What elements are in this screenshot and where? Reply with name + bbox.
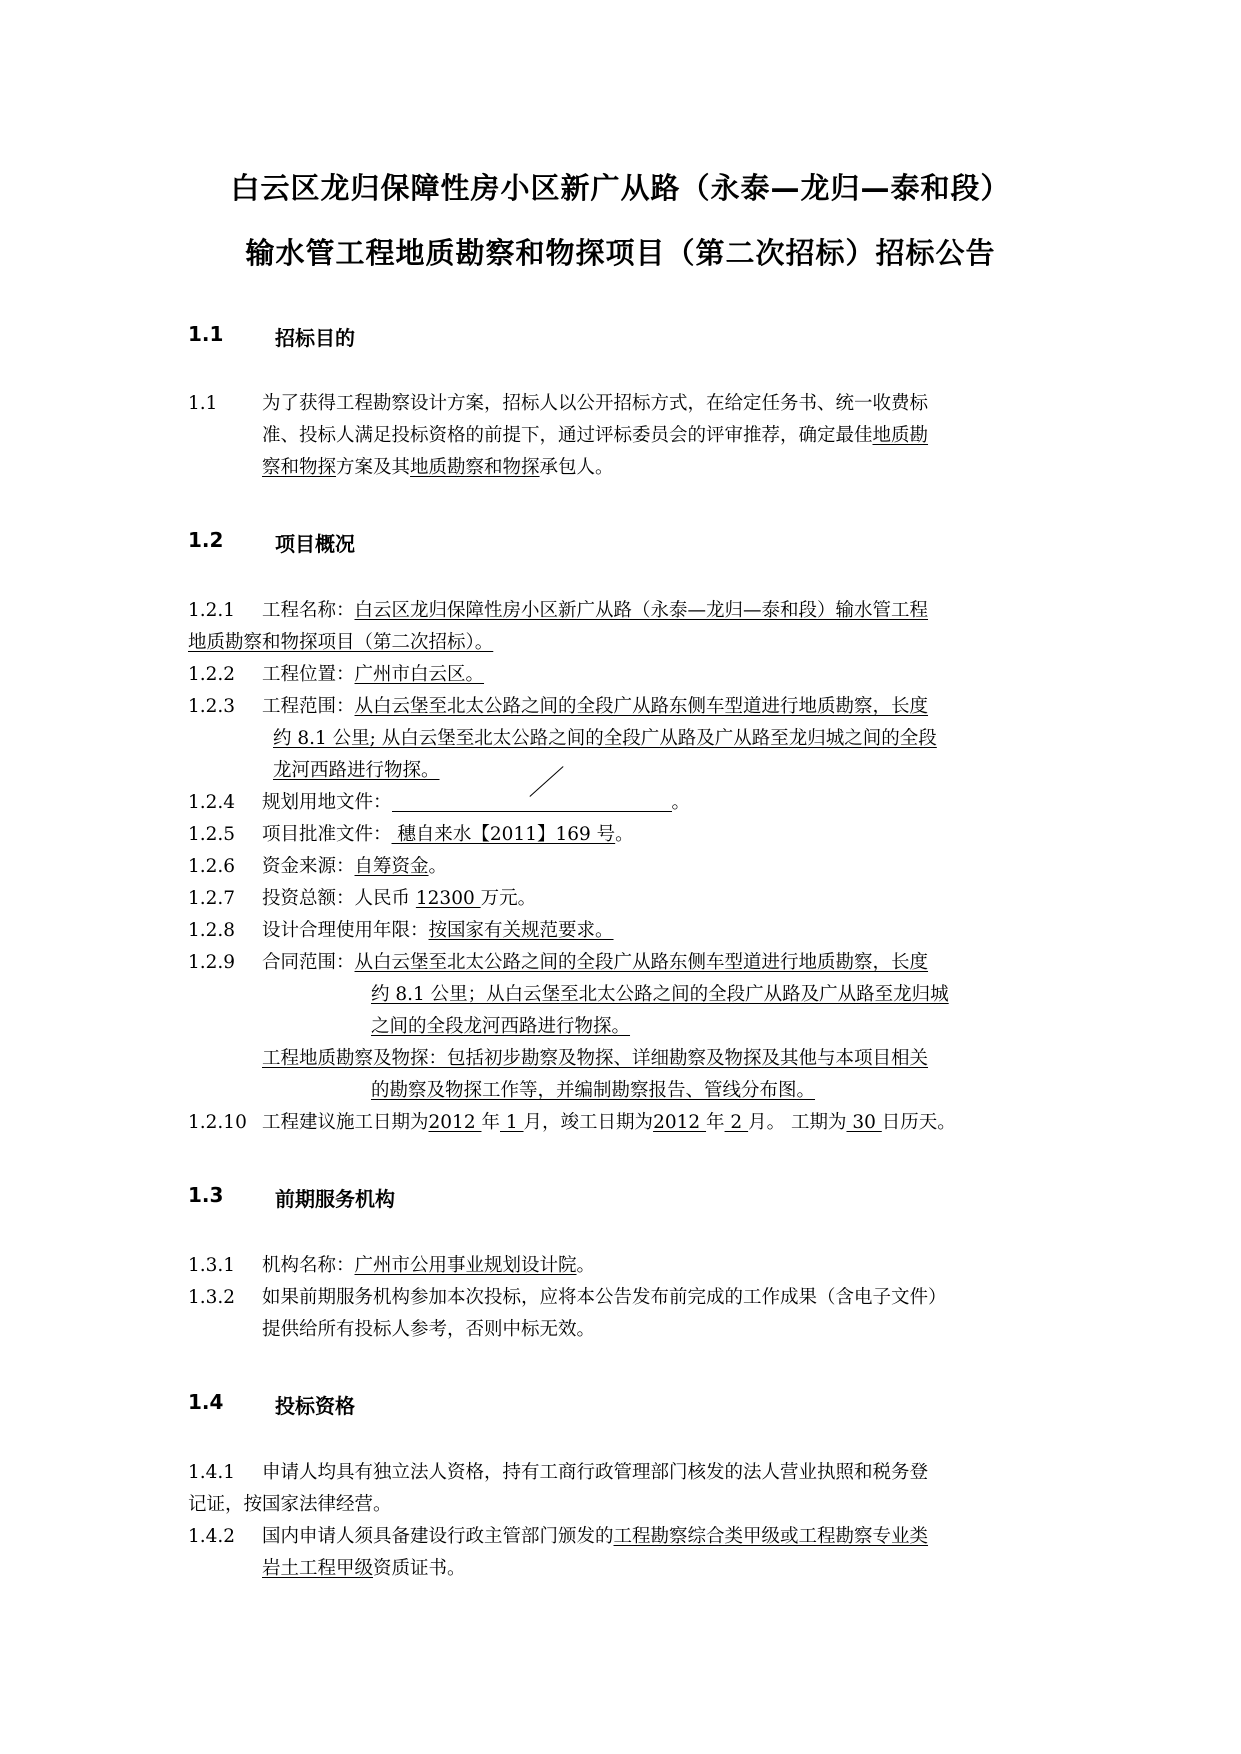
section-title: 前期服务机构 — [275, 1187, 395, 1211]
paragraph-number: 1.1 — [188, 393, 218, 414]
item-approval-document: 项目批准文件： 穗自来水【2011】169 号。 — [262, 824, 634, 845]
item-line: 岩土工程甲级资质证书。 — [262, 1558, 466, 1579]
paragraph-line: 察和物探方案及其地质勘察和物探承包人。 — [262, 457, 614, 478]
item-line: 龙河西路进行物探。 — [273, 760, 440, 781]
item-line: 约 8.1 公里；从白云堡至北太公路之间的全段广从路及广从路至龙归城 — [371, 984, 949, 1005]
item-number: 1.2.8 — [188, 920, 236, 941]
item-line: 工程地质勘察及物探：包括初步勘察及物探、详细勘察及物探及其他与本项目相关 — [262, 1048, 929, 1069]
item-number: 1.2.3 — [188, 696, 236, 717]
slash-mark — [529, 766, 563, 797]
item-line: 的勘察及物探工作等，并编制勘察报告、管线分布图。 — [371, 1080, 816, 1101]
section-number: 1.1 — [188, 322, 224, 346]
item-number: 1.2.5 — [188, 824, 236, 845]
item-planning-document: 规划用地文件： 。 — [262, 791, 690, 815]
item-number: 1.2.9 — [188, 952, 236, 973]
item-line: 之间的全段龙河西路进行物探。 — [371, 1016, 631, 1037]
paragraph-line: 为了获得工程勘察设计方案，招标人以公开招标方式，在给定任务书、统一收费标 — [262, 393, 929, 414]
section-number: 1.3 — [188, 1183, 224, 1207]
item-qualification: 国内申请人须具备建设行政主管部门颁发的工程勘察综合类甲级或工程勘察专业类 — [262, 1526, 929, 1547]
item-number: 1.4.2 — [188, 1526, 236, 1547]
item-project-location: 工程位置：广州市白云区。 — [262, 664, 485, 685]
item-number: 1.3.1 — [188, 1255, 236, 1276]
paragraph-line: 准、投标人满足投标资格的前提下，通过评标委员会的评审推荐，确定最佳地质勘 — [262, 425, 929, 446]
item-number: 1.2.7 — [188, 888, 236, 909]
empty-blank-field — [392, 791, 672, 812]
item-number: 1.2.1 — [188, 600, 236, 621]
item-service-life: 设计合理使用年限：按国家有关规范要求。 — [262, 920, 614, 941]
item-line: 地质勘察和物探项目（第二次招标）。 — [188, 632, 494, 653]
section-title: 投标资格 — [275, 1394, 355, 1418]
section-number: 1.4 — [188, 1390, 224, 1414]
item-agency-note: 如果前期服务机构参加本次投标，应将本公告发布前完成的工作成果（含电子文件） — [262, 1287, 947, 1308]
item-number: 1.2.6 — [188, 856, 236, 877]
item-legal-entity: 申请人均具有独立法人资格，持有工商行政管理部门核发的法人营业执照和税务登 — [262, 1462, 929, 1483]
item-funding-source: 资金来源：自筹资金。 — [262, 856, 448, 877]
item-line: 提供给所有投标人参考，否则中标无效。 — [262, 1319, 596, 1340]
section-title: 招标目的 — [275, 326, 355, 350]
document-title-line-2: 输水管工程地质勘察和物探项目（第二次招标）招标公告 — [245, 236, 996, 270]
item-line: 记证，按国家法律经营。 — [188, 1494, 392, 1515]
item-agency-name: 机构名称：广州市公用事业规划设计院。 — [262, 1255, 596, 1276]
item-contract-scope: 合同范围：从白云堡至北太公路之间的全段广从路东侧车型道进行地质勘察，长度 — [262, 952, 929, 973]
item-number: 1.2.10 — [188, 1112, 247, 1133]
document-title-line-1: 白云区龙归保障性房小区新广从路（永泰—龙归—泰和段） — [230, 171, 1011, 205]
item-project-scope: 工程范围：从白云堡至北太公路之间的全段广从路东侧车型道进行地质勘察，长度 — [262, 696, 929, 717]
section-title: 项目概况 — [275, 532, 355, 556]
item-schedule: 工程建议施工日期为2012 年 1 月，竣工日期为2012 年 2 月。 工期为 30 日历天。 — [262, 1112, 956, 1133]
item-number: 1.2.4 — [188, 792, 236, 813]
item-number: 1.4.1 — [188, 1462, 236, 1483]
item-project-name: 工程名称：白云区龙归保障性房小区新广从路（永泰—龙归—泰和段）输水管工程 — [262, 600, 929, 621]
section-number: 1.2 — [188, 528, 224, 552]
item-line: 约 8.1 公里; 从白云堡至北太公路之间的全段广从路及广从路至龙归城之间的全段 — [273, 728, 937, 749]
item-number: 1.2.2 — [188, 664, 236, 685]
item-number: 1.3.2 — [188, 1287, 236, 1308]
item-total-investment: 投资总额：人民币 12300 万元。 — [262, 888, 537, 909]
